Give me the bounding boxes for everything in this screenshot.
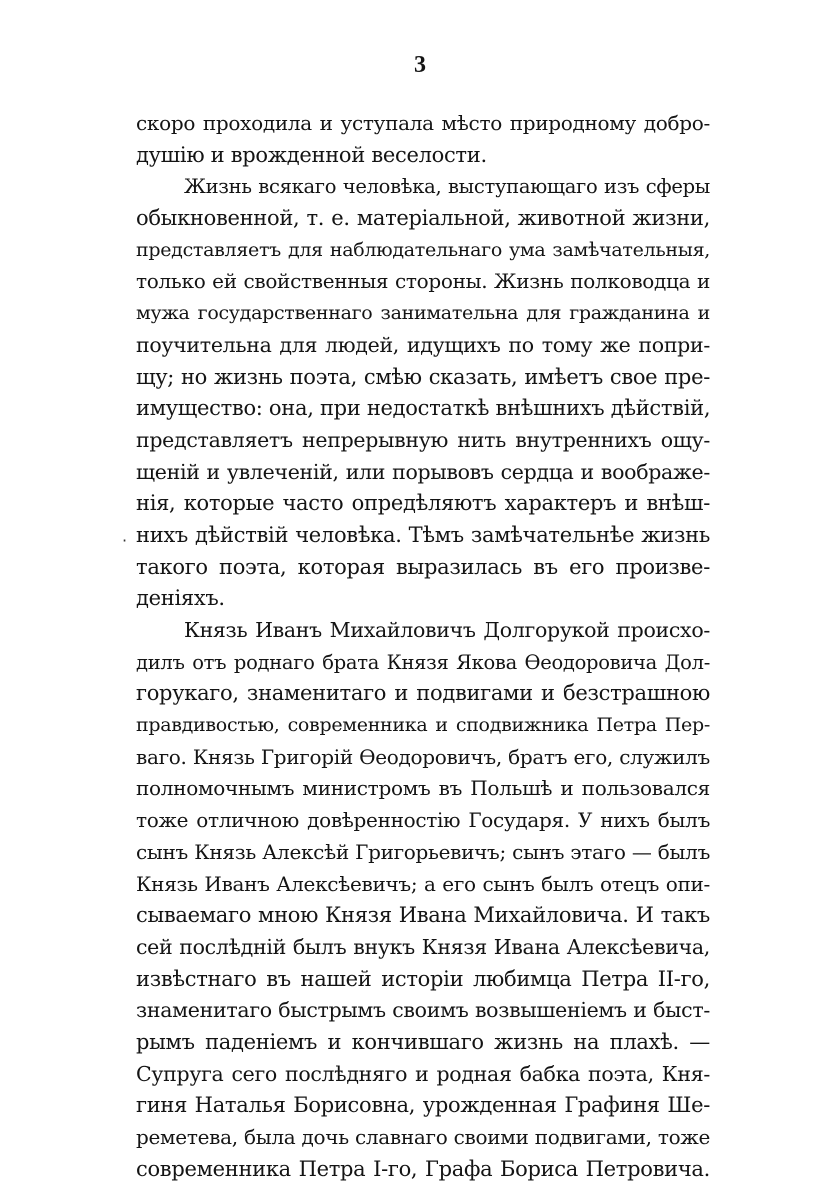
text-line: душію и врожденной веселости. [136,142,487,167]
text-line: поучительна для людей, идущихъ по тому же попри- [136,332,710,357]
page-number: 3 [414,52,426,78]
text-line: представляетъ для наблюдательнаго ума замѣчательныя, [136,238,710,261]
text-line: рымъ паденіемъ и кончившаго жизнь на плахѣ. — [136,1029,710,1054]
text-line: ваго. Князь Григорій Өеодоровичъ, братъ его, служилъ [136,744,710,769]
text-line: сей послѣдній былъ внукъ Князя Ивана Алексѣевича, [136,934,710,959]
text-line: щеній и увлеченій, или порывовъ сердца и воображе- [136,459,710,484]
text-line: извѣстнаго въ нашей исторіи любимца Петра II-го, [136,966,710,991]
text-line: деніяхъ. [136,586,225,611]
text-line: нія, которые часто опредѣляютъ характеръ и внѣш- [136,491,710,516]
text-line: только ей свойственныя стороны. Жизнь полководца и [136,269,710,294]
text-line: сываемаго мною Князя Ивана Михайловича. И такъ [136,903,710,928]
text-line: реметева, была дочь славнаго своими подвигами, тоже [136,1125,710,1149]
text-line: Жизнь всякаго человѣка, выступающаго изъ сферы [184,175,710,199]
text-line: имущество: она, при недостаткѣ внѣшнихъ дѣйствій, [136,396,710,421]
margin-mark: · [122,531,128,550]
text-line: знаменитаго быстрымъ своимъ возвышеніемъ и быст- [136,998,710,1023]
text-line: мужа государственнаго занимательна для гражданина и [136,302,710,325]
body-text [136,108,710,1185]
text-line: правдивостью, современника и сподвижника Петра Пер- [136,714,710,737]
text-line: тоже отличною довѣренностію Государя. У нихъ былъ [136,808,710,833]
text-line: горукаго, знаменитаго и подвигами и безстрашною [136,681,710,706]
text-line: гиня Наталья Борисовна, урожденная Графиня Ше- [136,1093,710,1118]
text-line: дилъ отъ роднаго брата Князя Якова Өеодоровича Дол- [136,650,710,674]
text-line: Князь Иванъ Михайловичъ Долгорукой происхо- [184,618,710,642]
text-line: современника Петра I-го, Графа Бориса Петровича. [136,1156,710,1181]
text-line: сынъ Князь Алексѣй Григорьевичъ; сынъ этаго — былъ [136,839,710,864]
text-line: нихъ дѣйствій человѣка. Тѣмъ замѣчательнѣе жизнь [136,522,710,547]
text-line: полномочнымъ министромъ въ Польшѣ и пользовался [136,776,710,801]
text-line: скоро проходила и уступала мѣсто природному добро- [136,111,710,135]
text-line: такого поэта, которая выразилась въ его произве- [136,554,710,579]
text-line: Супруга сего послѣдняго и родная бабка поэта, Кня- [136,1061,710,1086]
text-line: представляетъ непрерывную нить внутреннихъ ощу- [136,427,710,452]
text-line: Князь Иванъ Алексѣевичъ; а его сынъ былъ отецъ опи- [136,871,710,896]
text-line: щу; но жизнь поэта, смѣю сказать, имѣетъ свое пре- [136,364,710,389]
text-line: обыкновенной, т. е. матеріальной, животной жизни, [136,206,710,231]
